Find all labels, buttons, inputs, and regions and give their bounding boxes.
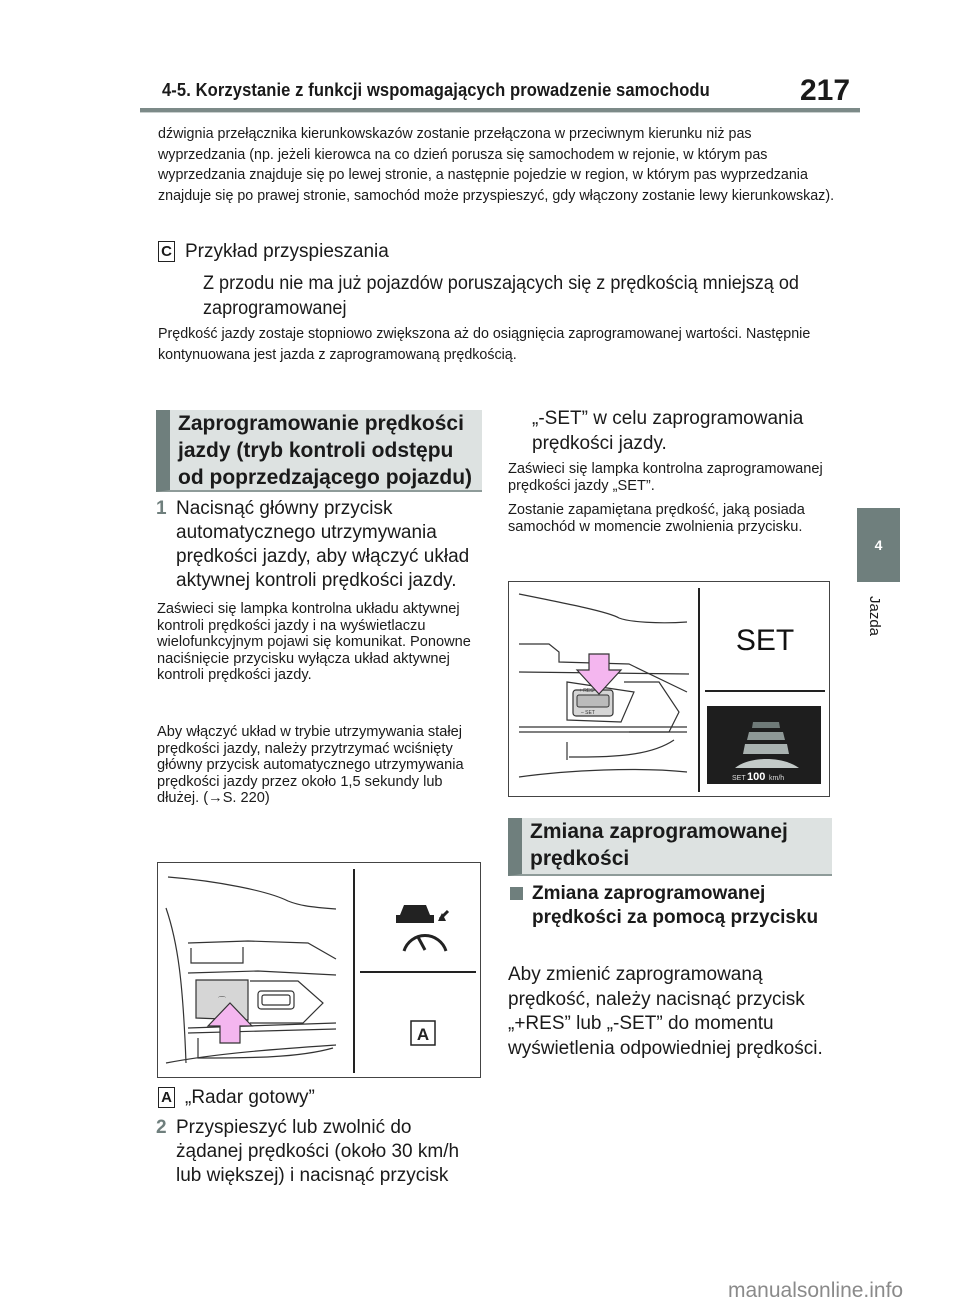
caption-a-row	[158, 1087, 315, 1109]
svg-text:SET: SET	[732, 775, 746, 782]
label-c-badge: C	[158, 241, 175, 262]
label-a-badge: A	[158, 1087, 175, 1108]
step-number: 1	[156, 498, 167, 519]
section-title: 4-5. Korzystanie z funkcji wspomagających prowadzenie samochodu	[162, 80, 710, 100]
intro-paragraph: dźwignia przełącznika kierunkowskazów zostanie przełączona w przeciwnym kierunku niż pas wyprzedzania (np. jeżeli kierowca na co dzień porusza się samochodem w rejonie, w którym pas wyprzedzania znajduje się po lewej stronie, a następnie pojedzie w region, w którym pas wyprzedzania znajduje się po prawej stronie, samochód może przyspieszyć, gdy włączony zostanie lewy kierunkowskaz).	[158, 125, 835, 204]
note-speed-memorized: Zostanie zapamiętana prędkość, jaką posiada samochód w momencie zwolnienia przycisku.	[508, 502, 805, 535]
change-speed-body: Aby zmienić zaprogramowaną prędkość, należy nacisnąć przycisk „+RES” lub „-SET” do momentu wyświetlenia odpowiedniej prędkości.	[508, 964, 823, 1059]
example-c-description: Z przodu nie ma już pojazdów poruszających się z prędkością mniejszą od zaprogramowanej	[203, 273, 799, 319]
figure-label-a: A	[416, 1025, 430, 1044]
chapter-label: Jazda	[866, 596, 883, 637]
note-indicator-lamp: Zaświeci się lampka kontrolna układu aktywnej kontroli prędkości jazdy i na wyświetlaczu wielofunkcyjnym pojawi się komunikat. Ponowne naciśnięcie przycisku wyłącza układ aktywnej kontroli prędkości jazdy.	[157, 601, 471, 684]
page-number: 217	[800, 74, 851, 107]
note-set-lamp: Zaświeci się lampka kontrolna zaprogramowanej prędkości jazdy „SET”.	[508, 461, 823, 494]
note-constant-speed-mode: Aby włączyć układ w trybie utrzymywania stałej prędkości jazdy, należy przytrzymać wciśnięty główny przycisk automatycznego utrzymywania prędkości jazdy przez około 1,5 sekundy lub dłużej. (→S. 220)	[157, 724, 464, 807]
svg-text:+ RES: + RES	[579, 688, 594, 694]
radar-cruise-icon	[396, 905, 448, 951]
svg-text:– SET: – SET	[581, 710, 595, 716]
chapter-tab[interactable]: 4	[857, 508, 900, 582]
figure-main-switch	[157, 862, 481, 1078]
step-1	[156, 497, 486, 597]
section-heading-programming-speed: Zaprogramowanie prędkości jazdy (tryb kontroli odstępu od poprzedzającego pojazdu)	[156, 410, 482, 492]
example-c-title-row	[158, 241, 389, 263]
square-bullet-icon	[510, 887, 523, 900]
step-text: Nacisnąć główny przycisk automatycznego utrzymywania prędkości jazdy, aby włączyć układ aktywnej kontroli prędkości jazdy.	[176, 498, 470, 591]
set-indicator-text: SET	[735, 624, 795, 657]
display-speed: 100	[747, 771, 766, 783]
steering-switch-illustration	[158, 863, 481, 1078]
caption-a-text: „Radar gotowy”	[185, 1087, 315, 1108]
example-c-note: Prędkość jazdy zostaje stopniowo zwiększona aż do osiągnięcia zaprogramowanej wartości. Następnie kontynuowana jest jazda z zaprogramowaną prędkością.	[158, 325, 811, 363]
watermark-link[interactable]: manualsonline.info	[728, 1279, 904, 1302]
step-number: 2	[156, 1117, 167, 1138]
section-heading-change-speed: Zmiana zaprogramowanej prędkości	[508, 818, 832, 876]
set-switch-illustration	[509, 582, 830, 797]
example-c-title: Przykład przyspieszania	[185, 241, 389, 262]
figure-set-switch	[508, 581, 830, 797]
step-2-continuation: „-SET” w celu zaprogramowania prędkości jazdy.	[532, 408, 804, 454]
svg-text:⌒: ⌒	[218, 996, 226, 1005]
header-divider-light	[140, 112, 860, 113]
step-2	[156, 1116, 486, 1196]
svg-text:km/h: km/h	[769, 775, 785, 782]
step-text: Przyspieszyć lub zwolnić do żądanej prędkości (około 30 km/h lub większej) i nacisnąć przycisk	[176, 1117, 460, 1186]
